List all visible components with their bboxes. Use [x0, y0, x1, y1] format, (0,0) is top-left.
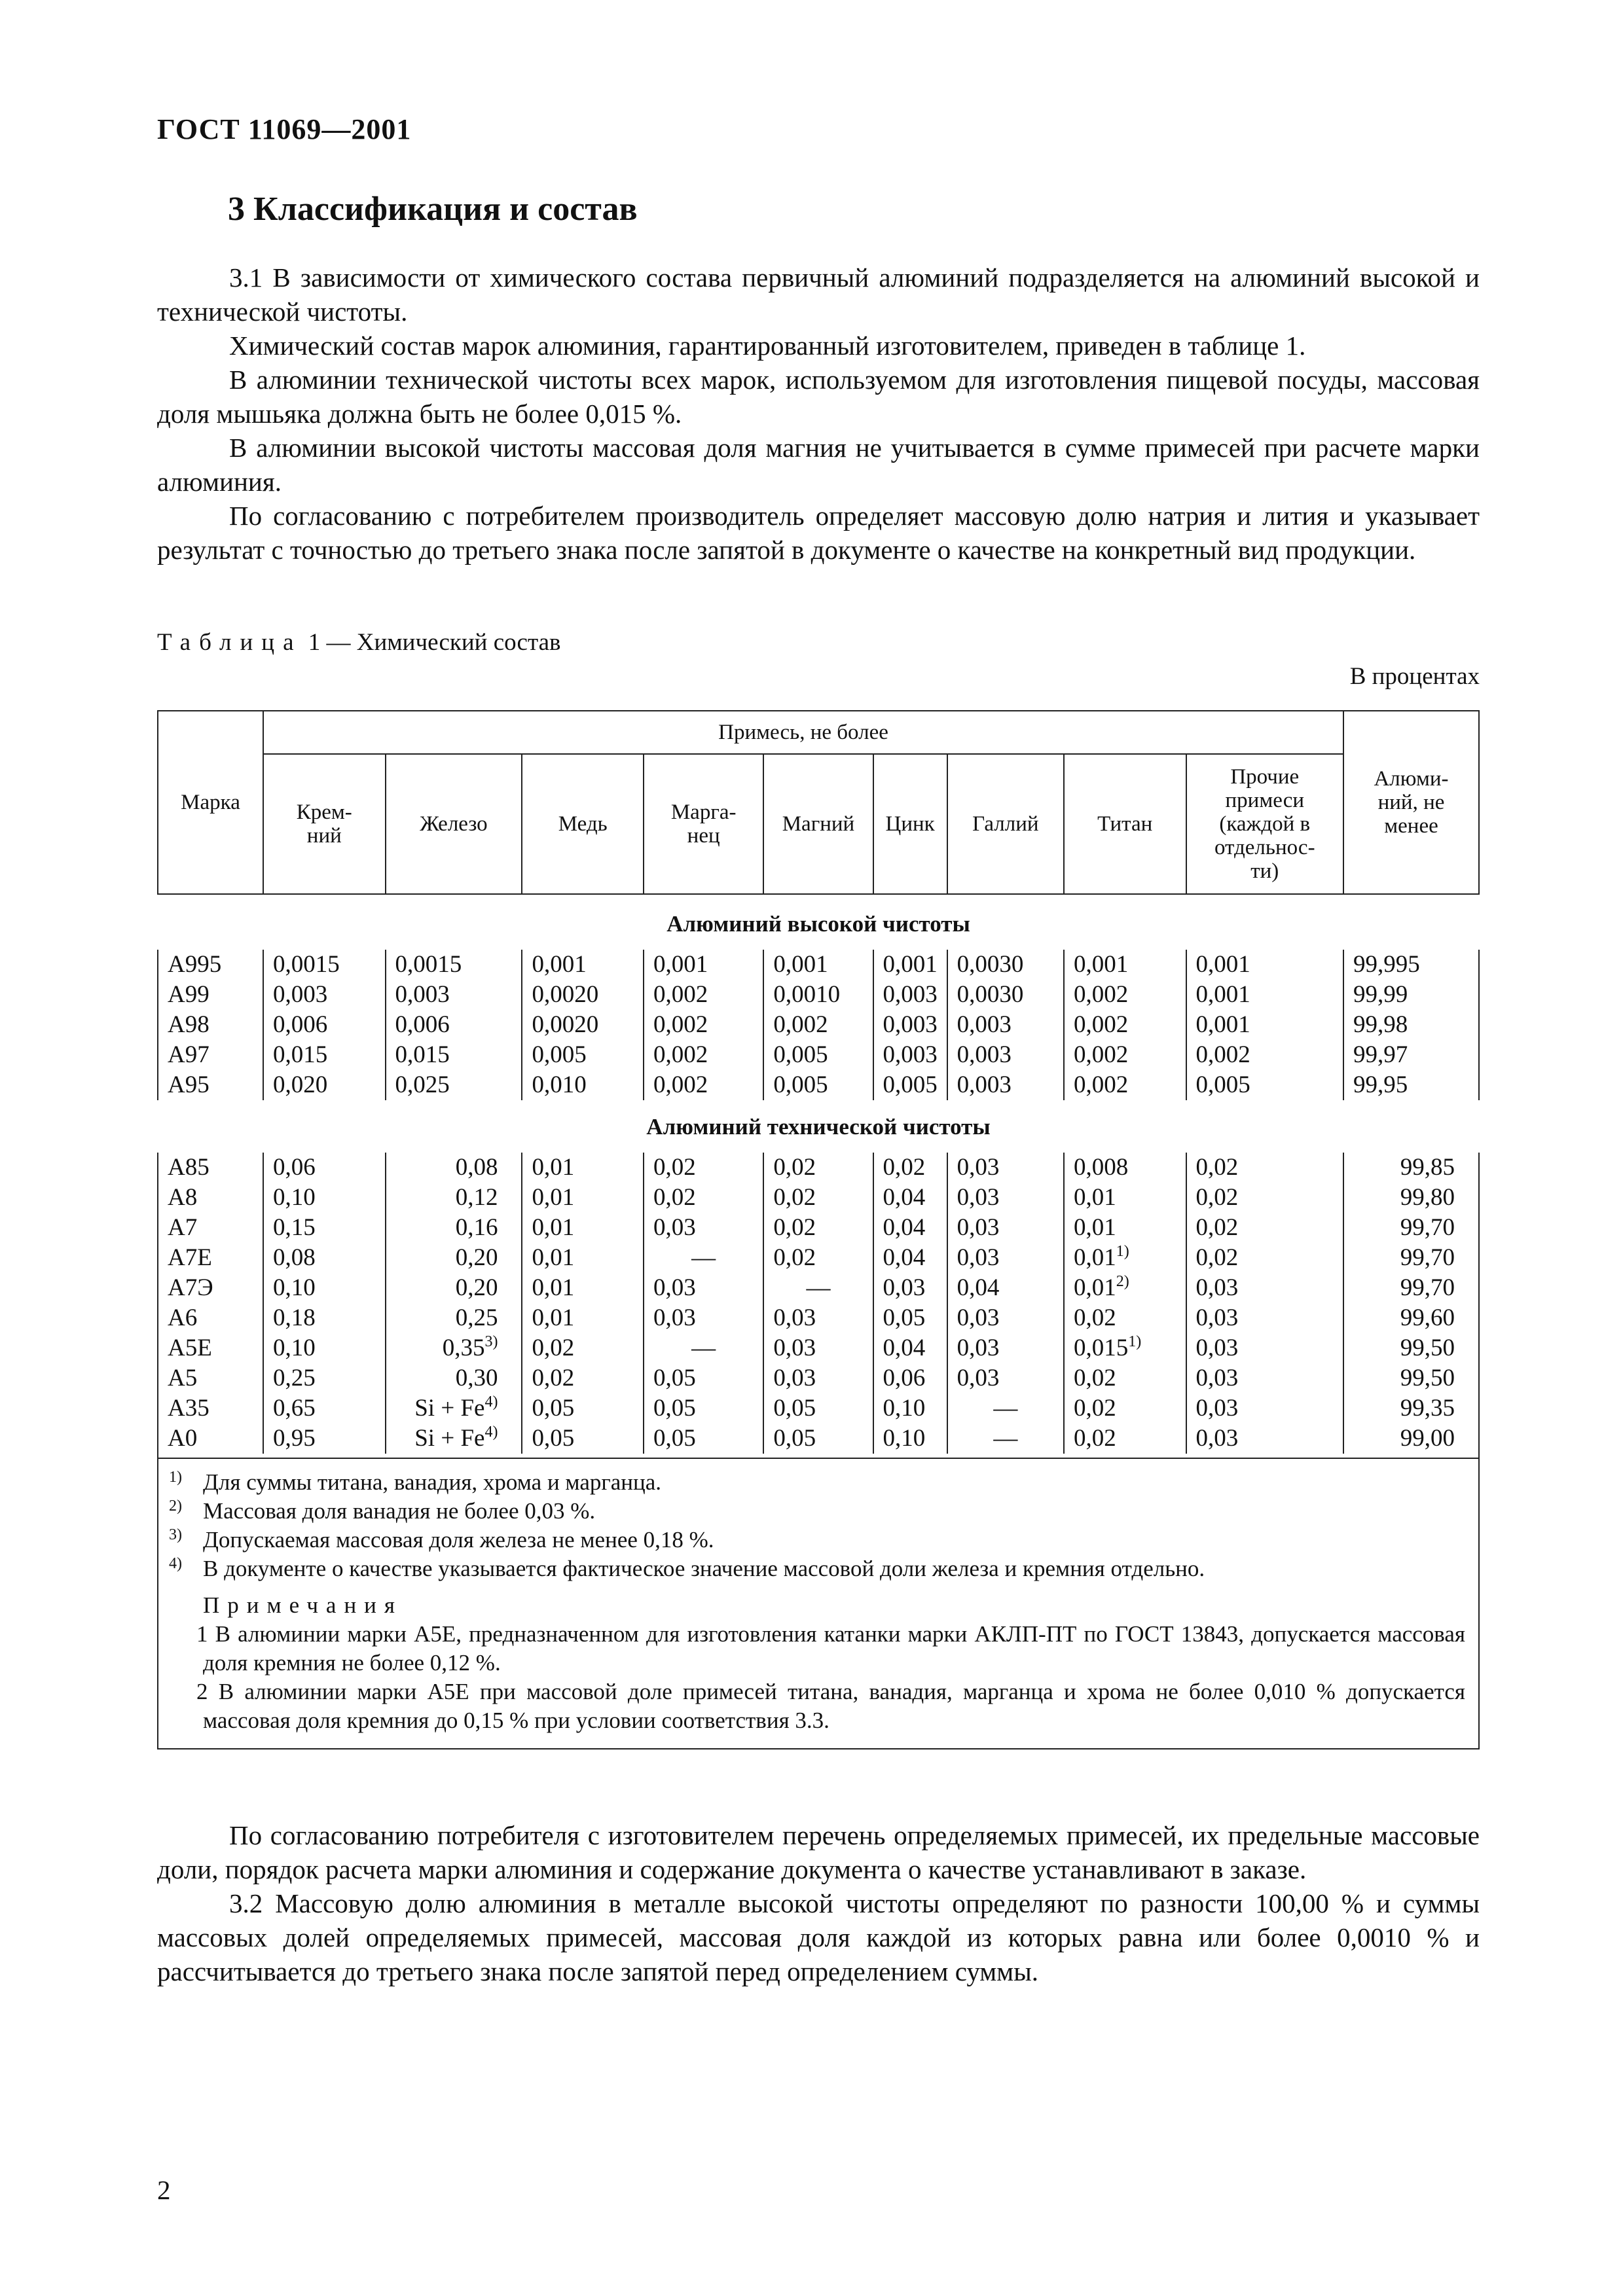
value-cell: 0,10	[873, 1393, 947, 1424]
paragraph: В алюминии технической чистоты всех марок, используемом для изготовления пищевой посуды, массовая доля мышьяка должна быть не более 0,015 %.	[157, 365, 1480, 429]
value-cell: 0,20	[386, 1243, 522, 1273]
paragraph: В алюминии высокой чистоты массовая доля магния не учитывается в сумме примесей при расчете марки алюминия.	[157, 433, 1480, 497]
table-row	[158, 980, 1479, 1010]
value-cell: —	[947, 1393, 1064, 1424]
value-cell: 0,005	[522, 1040, 643, 1070]
footnote-mark: 3)	[484, 1333, 498, 1350]
table-caption	[157, 628, 560, 656]
grade-cell: А0	[158, 1424, 263, 1454]
value-cell: 0,05	[522, 1393, 643, 1424]
table-row	[158, 1303, 1479, 1333]
footnote-mark: 2)	[1116, 1273, 1129, 1290]
value-cell: 0,05	[763, 1424, 873, 1454]
value-cell: 0,002	[1064, 1010, 1186, 1040]
table-row	[158, 1153, 1479, 1183]
value-cell: —	[947, 1424, 1064, 1454]
value-cell: 0,005	[873, 1070, 947, 1100]
table-body-high-purity	[158, 894, 1479, 1100]
value-cell: 0,001	[873, 950, 947, 980]
footnote: 1) Для суммы титана, ванадия, хрома и марганца.	[169, 1469, 661, 1495]
header-grade: Марка	[158, 711, 263, 894]
grade-cell: А5	[158, 1363, 263, 1393]
grade-cell: А995	[158, 950, 263, 980]
value-cell: 0,03	[947, 1153, 1064, 1183]
value-cell: 99,70	[1343, 1213, 1479, 1243]
value-cell: 0,002	[644, 980, 763, 1010]
value-cell: 0,01	[522, 1213, 643, 1243]
header-manganese: Марга- нец	[644, 754, 763, 894]
table-row	[158, 950, 1479, 980]
value-cell: 0,20	[386, 1273, 522, 1303]
value-cell: 99,70	[1343, 1273, 1479, 1303]
value-cell: 0,003	[947, 1070, 1064, 1100]
value-cell: 0,002	[1186, 1040, 1344, 1070]
value-cell: 0,02	[1064, 1393, 1186, 1424]
value-cell: 0,01$^{1)}$	[1064, 1243, 1186, 1273]
value-cell: 0,03	[1186, 1363, 1344, 1393]
value-cell: 99,00	[1343, 1424, 1479, 1454]
note: 2 В алюминии марки А5Е при массовой доле примесей титана, ванадия, марганца и хрома не более 0,010 % допускается массовая доля кремния до 0,15 % при условии соответствия 3.3.	[196, 1679, 1465, 1733]
value-cell: 0,002	[644, 1010, 763, 1040]
intro-text	[157, 260, 1480, 567]
value-cell: 0,005	[1186, 1070, 1344, 1100]
value-cell: 0,03	[1186, 1273, 1344, 1303]
value-cell: 0,05	[644, 1363, 763, 1393]
grade-cell: А7Э	[158, 1273, 263, 1303]
footnote-mark: 1)	[1128, 1333, 1142, 1350]
value-cell: 0,0015	[263, 950, 386, 980]
value-cell: —	[644, 1243, 763, 1273]
value-cell: 0,025	[386, 1070, 522, 1100]
value-cell: 0,04	[873, 1243, 947, 1273]
value-cell: 0,02	[763, 1183, 873, 1213]
table-caption-prefix: Таблица	[157, 629, 302, 656]
value-cell: 0,003	[873, 980, 947, 1010]
value-cell: 99,85	[1343, 1153, 1479, 1183]
table-row	[158, 1070, 1479, 1100]
value-cell: 0,16	[386, 1213, 522, 1243]
value-cell: 0,02	[522, 1363, 643, 1393]
header-zinc: Цинк	[873, 754, 947, 894]
table-row	[158, 1040, 1479, 1070]
value-cell: 0,08	[386, 1153, 522, 1183]
value-cell: 0,03	[1186, 1393, 1344, 1424]
value-cell: 0,06	[263, 1153, 386, 1183]
grade-cell: А5Е	[158, 1333, 263, 1363]
document-id: ГОСТ 11069—2001	[157, 113, 412, 145]
table-row	[158, 1010, 1479, 1040]
header-other: Прочие примеси (каждой в отдельнос- ти)	[1186, 754, 1344, 894]
value-cell: 0,0030	[947, 980, 1064, 1010]
value-cell: 99,97	[1343, 1040, 1479, 1070]
value-cell: 0,02	[1186, 1183, 1344, 1213]
notes-title: Примечания	[203, 1592, 403, 1618]
paragraph: 3.2 Массовую долю алюминия в металле высокой чистоты определяют по разности 100,00 % и суммы массовых долей определяемых примесей, массовая доля каждой из которых равна или более 0,0010 % и рассчитывается до третьего знака после запятой перед определением суммы.	[157, 1888, 1480, 1986]
value-cell: 0,03	[1186, 1424, 1344, 1454]
value-cell: 0,04	[873, 1333, 947, 1363]
value-cell: 0,03	[763, 1363, 873, 1393]
value-cell: 0,01	[1064, 1213, 1186, 1243]
value-cell: 0,010	[522, 1070, 643, 1100]
value-cell: 0,03	[763, 1303, 873, 1333]
value-cell: 0,03	[873, 1273, 947, 1303]
value-cell: 0,12	[386, 1183, 522, 1213]
value-cell: 0,02	[763, 1213, 873, 1243]
header-titanium: Титан	[1064, 754, 1186, 894]
value-cell: 0,04	[873, 1213, 947, 1243]
value-cell: 0,03	[644, 1303, 763, 1333]
value-cell: 0,02	[1186, 1243, 1344, 1273]
value-cell: 0,25	[386, 1303, 522, 1333]
value-cell: 0,03	[644, 1273, 763, 1303]
section-title: 3 Классификация и состав	[228, 190, 638, 228]
value-cell: 0,01	[522, 1153, 643, 1183]
value-cell: 0,02	[763, 1243, 873, 1273]
value-cell: 0,001	[522, 950, 643, 980]
table-caption-text: 1 — Химический состав	[308, 629, 561, 656]
value-cell: 0,02	[522, 1333, 643, 1363]
grade-cell: А99	[158, 980, 263, 1010]
value-cell: 0,01	[522, 1183, 643, 1213]
value-cell: 0,006	[263, 1010, 386, 1040]
value-cell: 0,05	[644, 1424, 763, 1454]
footnote: 2) Массовая доля ванадия не более 0,03 %.	[169, 1498, 596, 1524]
grade-cell: А8	[158, 1183, 263, 1213]
value-cell: 0,10	[263, 1333, 386, 1363]
value-cell: 0,002	[1064, 1040, 1186, 1070]
value-cell: 99,80	[1343, 1183, 1479, 1213]
grade-cell: А85	[158, 1153, 263, 1183]
value-cell: 0,03	[947, 1303, 1064, 1333]
header-silicon: Крем- ний	[263, 754, 386, 894]
grade-cell: А7Е	[158, 1243, 263, 1273]
value-cell: 0,005	[763, 1070, 873, 1100]
value-cell: 0,01	[522, 1273, 643, 1303]
value-cell: 0,02	[763, 1153, 873, 1183]
value-cell: 0,03	[947, 1183, 1064, 1213]
value-cell: 0,10	[873, 1424, 947, 1454]
note: 1 В алюминии марки А5Е, предназначенном для изготовления катанки марки АКЛП-ПТ по ГОСТ 13843, допускается массовая доля кремния не более 0,12 %.	[196, 1621, 1465, 1676]
value-cell: 0,04	[873, 1183, 947, 1213]
value-cell: $Si + Fe^{4)}$	[386, 1424, 522, 1454]
value-cell: 0,03	[763, 1333, 873, 1363]
value-cell: 0,003	[873, 1040, 947, 1070]
value-cell: 0,18	[263, 1303, 386, 1333]
header-copper: Медь	[522, 754, 643, 894]
table-body-technical-purity	[158, 1100, 1479, 1454]
value-cell: 0,02	[644, 1183, 763, 1213]
value-cell: 0,001	[1186, 1010, 1344, 1040]
value-cell: 0,001	[1186, 950, 1344, 980]
value-cell: 0,0020	[522, 1010, 643, 1040]
value-cell: 0,03	[947, 1333, 1064, 1363]
value-cell: 0,002	[1064, 980, 1186, 1010]
value-cell: 0,06	[873, 1363, 947, 1393]
table-row	[158, 1183, 1479, 1213]
value-cell: 0,020	[263, 1070, 386, 1100]
value-cell: 0,001	[1186, 980, 1344, 1010]
group-heading: Алюминий технической чистоты	[646, 1114, 991, 1139]
value-cell: 0,0010	[763, 980, 873, 1010]
value-cell: 0,05	[873, 1303, 947, 1333]
value-cell: 0,02	[1064, 1303, 1186, 1333]
value-cell: 0,10	[263, 1273, 386, 1303]
value-cell: 99,98	[1343, 1010, 1479, 1040]
after-table-text	[157, 1818, 1480, 1988]
value-cell: 0,001	[1064, 950, 1186, 980]
value-cell: 0,003	[873, 1010, 947, 1040]
value-cell: 0,01$^{2)}$	[1064, 1273, 1186, 1303]
footnote: 3) Допускаемая массовая доля железа не менее 0,18 %.	[169, 1526, 714, 1552]
value-cell: 99,35	[1343, 1393, 1479, 1424]
value-cell: 99,50	[1343, 1333, 1479, 1363]
value-cell: —	[644, 1333, 763, 1363]
page-number: 2	[157, 2175, 171, 2205]
value-cell: 0,08	[263, 1243, 386, 1273]
value-cell: 99,995	[1343, 950, 1479, 980]
value-cell: 0,10	[263, 1183, 386, 1213]
table-row	[158, 1333, 1479, 1363]
grade-cell: А97	[158, 1040, 263, 1070]
value-cell: 0,015	[386, 1040, 522, 1070]
value-cell: 0,006	[386, 1010, 522, 1040]
value-cell: 99,50	[1343, 1363, 1479, 1393]
value-cell: 0,0020	[522, 980, 643, 1010]
table-row	[158, 1393, 1479, 1424]
table-row	[158, 1213, 1479, 1243]
value-cell: 99,70	[1343, 1243, 1479, 1273]
value-cell: 0,002	[763, 1010, 873, 1040]
paragraph: Химический состав марок алюминия, гарантированный изготовителем, приведен в таблице 1.	[229, 331, 1306, 361]
value-cell: 99,60	[1343, 1303, 1479, 1333]
header-gallium: Галлий	[947, 754, 1064, 894]
value-cell: 0,04	[947, 1273, 1064, 1303]
header-iron: Железо	[386, 754, 522, 894]
value-cell: 0,95	[263, 1424, 386, 1454]
header-aluminium: Алюми- ний, не менее	[1343, 711, 1479, 894]
value-cell: 0,002	[1064, 1070, 1186, 1100]
value-cell: 0,001	[763, 950, 873, 980]
value-cell: 0,015	[263, 1040, 386, 1070]
table-row	[158, 1424, 1479, 1454]
value-cell: 0,03	[1186, 1333, 1344, 1363]
footnote-mark: 4)	[484, 1424, 498, 1441]
chemical-composition-table	[157, 710, 1480, 1749]
footnote-mark: 1)	[1116, 1243, 1129, 1260]
value-cell: 99,95	[1343, 1070, 1479, 1100]
value-cell: 0,02	[873, 1153, 947, 1183]
grade-cell: А6	[158, 1303, 263, 1333]
header-impurity: Примесь, не более	[263, 711, 1343, 754]
value-cell: 0,02	[644, 1153, 763, 1183]
value-cell: 0,03	[947, 1213, 1064, 1243]
header-magnesium: Магний	[763, 754, 873, 894]
value-cell: 0,30	[386, 1363, 522, 1393]
grade-cell: А95	[158, 1070, 263, 1100]
value-cell: 0,01	[1064, 1183, 1186, 1213]
value-cell: 0,003	[386, 980, 522, 1010]
value-cell: —	[763, 1273, 873, 1303]
value-cell: 0,0030	[947, 950, 1064, 980]
grade-cell: А98	[158, 1010, 263, 1040]
table-row	[158, 1243, 1479, 1273]
value-cell: 0,0015	[386, 950, 522, 980]
value-cell: 0,003	[263, 980, 386, 1010]
group-heading: Алюминий высокой чистоты	[158, 894, 1479, 950]
paragraph: По согласованию потребителя с изготовителем перечень определяемых примесей, их предельные массовые доли, порядок расчета марки алюминия и содержание документа о качестве устанавливают в заказе.	[157, 1820, 1480, 1884]
value-cell: 0,01	[522, 1243, 643, 1273]
value-cell: 0,002	[644, 1070, 763, 1100]
table-row	[158, 1273, 1479, 1303]
value-cell: $Si + Fe^{4)}$	[386, 1393, 522, 1424]
value-cell: 0,15	[263, 1213, 386, 1243]
value-cell: 0,02	[1064, 1363, 1186, 1393]
value-cell: 0,03	[947, 1363, 1064, 1393]
value-cell: 0,03	[1186, 1303, 1344, 1333]
table-footnotes	[158, 1458, 1479, 1749]
footnote-mark: 4)	[484, 1393, 498, 1410]
value-cell: 0,015$^{1)}$	[1064, 1333, 1186, 1363]
value-cell: 0,002	[644, 1040, 763, 1070]
value-cell: 0,02	[1064, 1424, 1186, 1454]
grade-cell: А7	[158, 1213, 263, 1243]
value-cell: 0,003	[947, 1010, 1064, 1040]
value-cell: 0,005	[763, 1040, 873, 1070]
value-cell: 0,02	[1186, 1153, 1344, 1183]
table-row	[158, 1363, 1479, 1393]
value-cell: 0,001	[644, 950, 763, 980]
value-cell: 0,02	[1186, 1213, 1344, 1243]
paragraph: По согласованию с потребителем производитель определяет массовую долю натрия и лития и указывает результат с точностью до третьего знака после запятой в документе о качестве на конкретный вид продукции.	[157, 501, 1480, 565]
value-cell: 0,05	[644, 1393, 763, 1424]
value-cell: 0,008	[1064, 1153, 1186, 1183]
table-units: В процентах	[1349, 663, 1480, 690]
value-cell: 0,01	[522, 1303, 643, 1333]
value-cell: 0,65	[263, 1393, 386, 1424]
value-cell: 0,05	[522, 1424, 643, 1454]
value-cell: 99,99	[1343, 980, 1479, 1010]
grade-cell: А35	[158, 1393, 263, 1424]
value-cell: 0,25	[263, 1363, 386, 1393]
value-cell: 0,03	[644, 1213, 763, 1243]
value-cell: 0,05	[763, 1393, 873, 1424]
footnote: 4) В документе о качестве указывается фактическое значение массовой доли железа и кремния отдельно.	[169, 1555, 1205, 1581]
paragraph: 3.1 В зависимости от химического состава первичный алюминий подразделяется на алюминий высокой и технической чистоты.	[157, 262, 1480, 327]
value-cell: 0,003	[947, 1040, 1064, 1070]
value-cell: 0,03	[947, 1243, 1064, 1273]
value-cell: 0,35$^{3)}$	[386, 1333, 522, 1363]
